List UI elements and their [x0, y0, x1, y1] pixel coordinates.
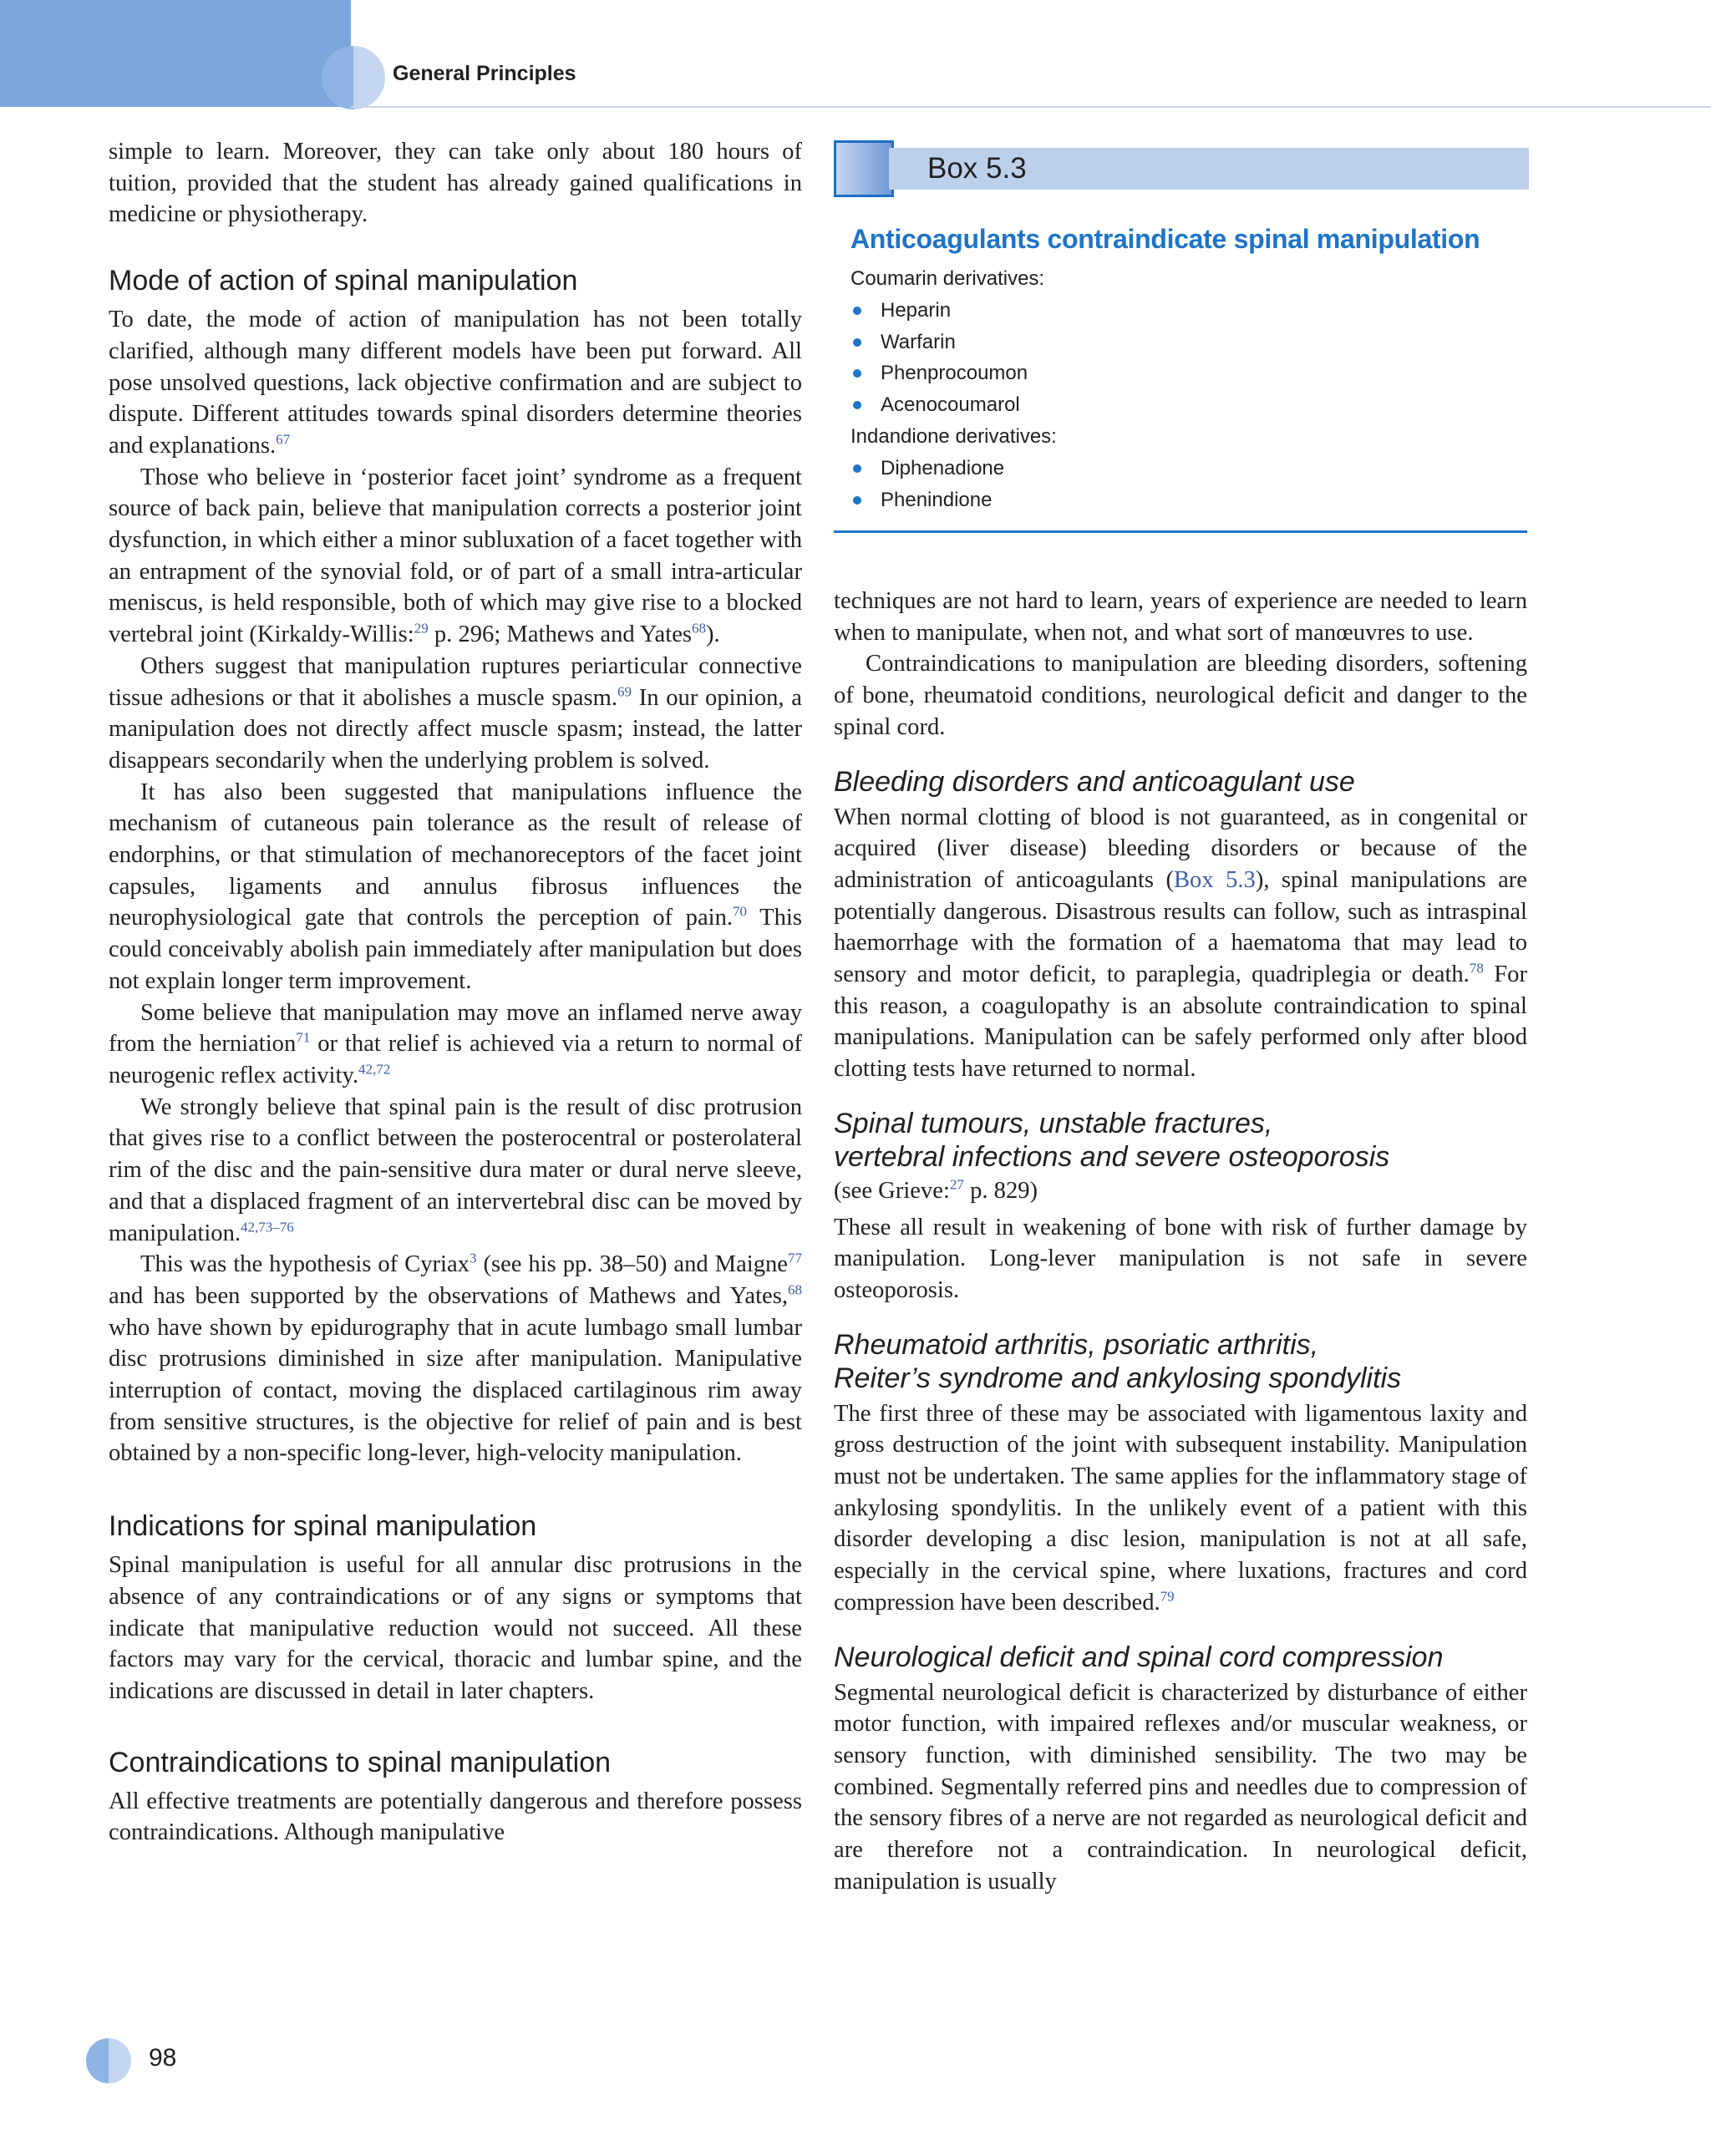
left-column — [109, 136, 802, 1849]
list-item: Heparin — [850, 295, 1057, 327]
mode-paragraph-6: We strongly believe that spinal pain is the result of disc protrusion that gives rise to a conflict between the posterocentral or posterolateral rim of the disc and the pain-sensitive dura mater or dural nerve sleeve, and that a displaced fragment of an intervertebral disc can be moved by manipulation.$^{42,73-76}$ — [109, 1093, 802, 1246]
header-circle-icon — [322, 46, 385, 109]
box-group-coumarin: Coumarin derivatives: — [850, 267, 1045, 290]
reference-78[interactable]: 78 — [1469, 960, 1484, 977]
contraindications-paragraph: All effective treatments are potentially dangerous and therefore possess contraindications. Although manipulative — [109, 1788, 802, 1846]
bullet-icon — [853, 496, 861, 505]
reference-70[interactable]: 70 — [733, 903, 748, 920]
page-number-circle-icon — [86, 2038, 131, 2083]
indications-paragraph: Spinal manipulation is useful for all annular disc protrusions in the absence of any contraindications or of any signs or symptoms that indicate that manipulative reduction would not succeed. All these factors may vary for the cervical, thoracic and lumbar spine, and the indications are discussed in detail in later chapters. — [109, 1552, 802, 1704]
list-item: Phenindione — [850, 484, 1057, 516]
bullet-icon — [853, 338, 861, 347]
reference-29[interactable]: 29 — [414, 620, 429, 637]
bullet-icon — [853, 369, 861, 378]
bleeding-paragraph: When normal clotting of blood is not guaranteed, as in congenital or acquired (liver disease) bleeding disorders or because of the administration of anticoagulants (Box 5.3), spinal manipulations are potentially dangerous. Disastrous results can follow, such as intraspinal haemorrhage with the formation of a haematoma that may lead to sensory and motor deficit, to paraplegia, quadriplegia or death.$^{78}$ For this reason, a coagulopathy is an absolute contraindication to spinal manipulations. Manipulation can be safely performed only after blood clotting tests have returned to normal. — [834, 804, 1527, 1083]
reference-27[interactable]: 27 — [949, 1176, 964, 1193]
mode-paragraph-1: To date, the mode of action of manipulation has not been totally clarified, although many different models have been put forward. All pose unsolved questions, lack objective confirmation and are subject to dispute. Different attitudes towards spinal disorders determine theories and explanations.$^{67}$ — [109, 307, 802, 459]
reference-68b[interactable]: 68 — [788, 1281, 802, 1298]
list-item: Acenocoumarol — [850, 389, 1057, 421]
reference-42-72[interactable]: 42,72 — [358, 1061, 391, 1078]
reference-42-73-76[interactable]: 42,73–76 — [241, 1218, 294, 1235]
rheumatoid-paragraph: The first three of these may be associated with ligamentous laxity and gross destruction of the joint with subsequent instability. Manipulation must not be undertaken. The same applies for the inflammatory stage of ankylosing spondylitis. In the unlikely event of a patient with this disorder developing a disc lesion, manipulation is not at all safe, especially in the cervical spine, where luxations, fractures and cord compression have been described.$^{79}$ — [834, 1400, 1527, 1616]
list-item: Phenprocoumon — [850, 358, 1057, 389]
heading-contraindications: Contraindications to spinal manipulation — [109, 1746, 612, 1778]
box-group-indandione: Indandione derivatives: — [850, 424, 1057, 448]
heading-indications: Indications for spinal manipulation — [109, 1510, 537, 1543]
mode-paragraph-7: This was the hypothesis of Cyriax$^3$ (see his pp. 38–50) and Maigne$^{77}$ and has been supported by the observations of Mathews and Yates,$^{68}$ who have shown by epidurography that in acute lumbago small lumbar disc protrusions diminished in size after manipulation. Manipulative interruption of contact, moving the displaced cartilaginous rim away from sensitive structures, is the objective for relief of pain and is best obtained by a non-specific long-lever, high-velocity manipulation. — [109, 1250, 802, 1467]
box-bottom-rule — [834, 530, 1527, 533]
box-heading: Anticoagulants contraindicate spinal manipulation — [850, 224, 1480, 254]
reference-77[interactable]: 77 — [788, 1250, 802, 1266]
tumours-paragraph: These all result in weakening of bone with risk of further damage by manipulation. Long-lever manipulation is not safe in severe osteoporosis. — [834, 1214, 1527, 1303]
bullet-icon — [853, 307, 861, 315]
heading-bleeding: Bleeding disorders and anticoagulant use — [834, 765, 1355, 798]
mode-paragraph-4: It has also been suggested that manipulations influence the mechanism of cutaneous pain tolerance as the result of release of endorphins, or that stimulation of mechanoreceptors of the facet joint capsules, ligaments and annulus fibrosus influences the neurophysiological gate that controls the perception of pain.$^{70}$ This could conceivably abolish pain immediately after manipulation but does not explain longer term improvement. — [109, 779, 802, 994]
box-5-3-link[interactable]: Box 5.3 — [1173, 866, 1256, 893]
box-5-3 — [834, 136, 1527, 537]
heading-neurological: Neurological deficit and spinal cord compression — [834, 1641, 1444, 1673]
box-tab-icon — [834, 140, 894, 197]
reference-71[interactable]: 71 — [296, 1029, 311, 1046]
bullet-icon — [853, 401, 861, 409]
reference-79[interactable]: 79 — [1160, 1588, 1175, 1605]
reference-69[interactable]: 69 — [617, 683, 632, 700]
neurological-paragraph: Segmental neurological deficit is characterized by disturbance of either motor function, with impaired reflexes and/or muscular weakness, or sensory function, with diminished sensibility. The two may be combined. Segmentally referred pins and needles due to compression of the sensory fibres of a nerve are not regarded as neurological deficit and are therefore not a contraindication. In neurological deficit, manipulation is usually — [834, 1679, 1527, 1895]
mode-paragraph-2: Those who believe in ‘posterior facet joint’ syndrome as a frequent source of back pain, believe that manipulation corrects a posterior joint dysfunction, in which either a minor subluxation of a facet together with an entrapment of the synovial fold, or of part of a small intra-articular meniscus, is held responsible, both of which may give rise to a blocked vertebral joint (Kirkaldy-Willis:$^{29}$ p. 296; Mathews and Yates$^{68}$). — [109, 464, 802, 648]
box-list — [850, 263, 1057, 515]
reference-3[interactable]: 3 — [469, 1250, 477, 1266]
bullet-icon — [853, 464, 861, 473]
mode-paragraph-3: Others suggest that manipulation ruptures periarticular connective tissue adhesions or that it abolishes a muscle spasm.$^{69}$ In our opinion, a manipulation does not directly affect muscle spasm; instead, the latter disappears secondarily when the underlying problem is solved. — [109, 652, 802, 774]
reference-68[interactable]: 68 — [692, 620, 707, 637]
list-item: Warfarin — [850, 327, 1057, 358]
reference-67[interactable]: 67 — [276, 431, 291, 448]
right-paragraph-1: techniques are not hard to learn, years of experience are needed to learn when to manipulate, when not, and what sort of manœuvres to use. — [834, 588, 1527, 646]
heading-rheumatoid: Rheumatoid arthritis, psoriatic arthritis, Reiter’s syndrome and ankylosing spondylitis — [834, 1328, 1402, 1394]
list-item: Diphenadione — [850, 453, 1057, 484]
running-header: General Principles — [393, 62, 576, 85]
header-rule — [351, 106, 1711, 108]
right-paragraph-2: Contraindications to manipulation are bleeding disorders, softening of bone, rheumatoid conditions, neurological deficit and danger to the spinal cord. — [834, 651, 1527, 740]
mode-paragraph-5: Some believe that manipulation may move an inflamed nerve away from the herniation$^{71}$ or that relief is achieved via a return to normal of neurogenic reflex activity.$^{42,72}$ — [109, 999, 802, 1088]
heading-mode-of-action: Mode of action of spinal manipulation — [109, 265, 578, 297]
tumours-see-reference: (see Grieve:$^{27}$ p. 829) — [834, 1176, 1038, 1204]
box-label: Box 5.3 — [927, 152, 1027, 185]
intro-paragraph: simple to learn. Moreover, they can take only about 180 hours of tuition, provided that the student has already gained qualifications in medicine or physiotherapy. — [109, 139, 802, 228]
page-number: 98 — [149, 2044, 177, 2072]
right-column — [834, 586, 1527, 1898]
header-color-band — [0, 0, 351, 107]
heading-tumours: Spinal tumours, unstable fractures, vertebral infections and severe osteoporosis — [834, 1107, 1390, 1173]
